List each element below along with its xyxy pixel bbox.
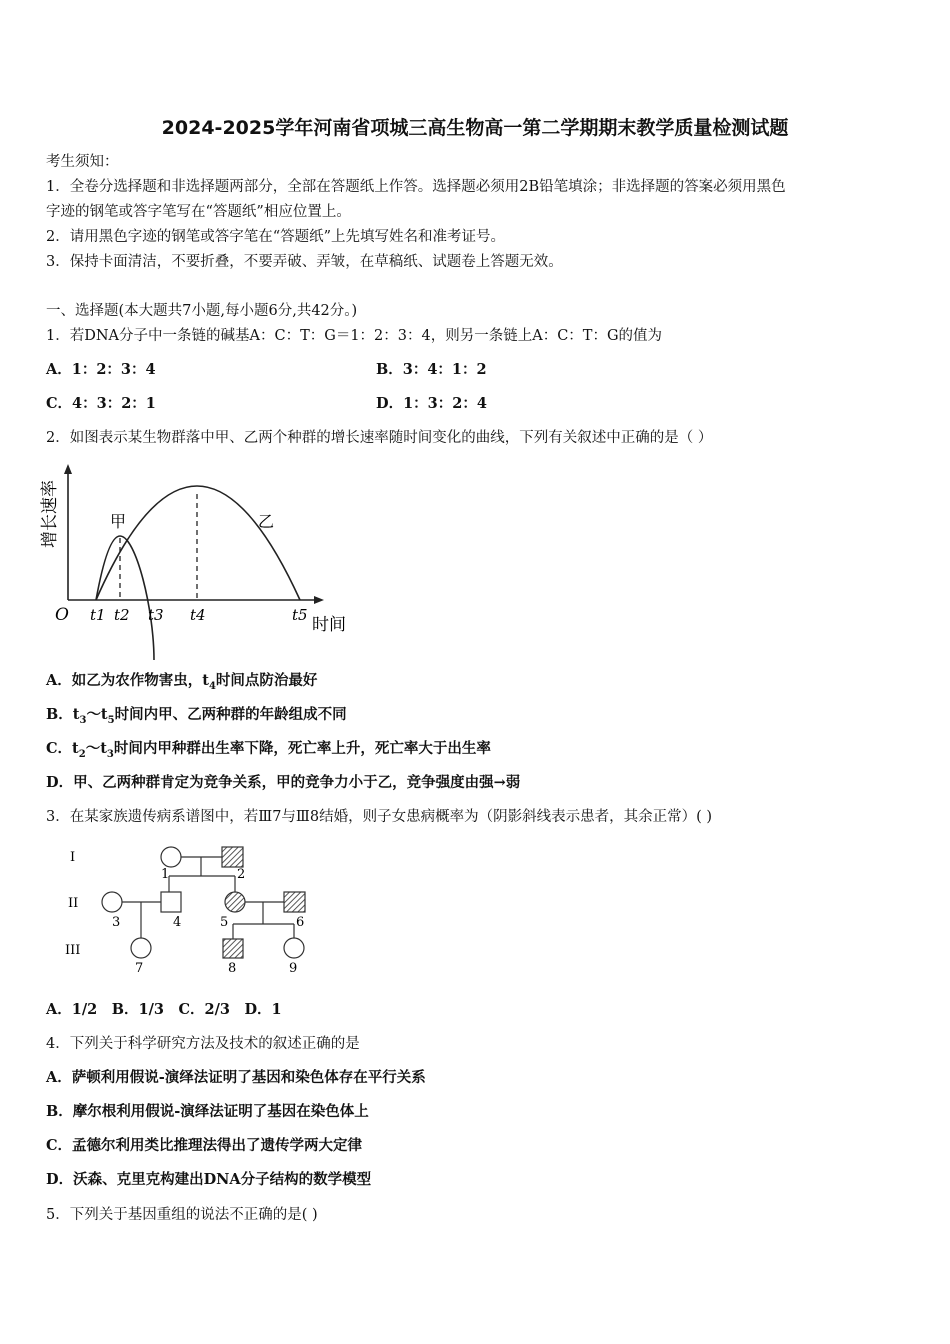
label-5: 5 xyxy=(220,915,229,930)
x-axis-label: 时间 xyxy=(312,615,346,635)
q1-option-b: B．3：4：1：2 xyxy=(376,361,487,378)
y-axis-label: 增长速率 xyxy=(40,480,60,548)
q1-stem: 1．若DNA分子中一条链的碱基A：C：T：G＝1：2：3：4，则另一条链上A：C：T：G的值为 xyxy=(46,328,663,344)
q2-option-d: D．甲、乙两种群肯定为竞争关系，甲的竞争力小于乙，竞争强度由强→弱 xyxy=(46,774,521,791)
x-axis-arrow xyxy=(314,596,324,604)
growth-rate-chart xyxy=(40,460,364,665)
q4-option-d: D．沃森、克里克构建出DNA分子结构的数学模型 xyxy=(46,1171,372,1188)
q2-stem: 2．如图表示某生物群落中甲、乙两个种群的增长速率随时间变化的曲线，下列有关叙述中正确的是（ ） xyxy=(46,430,713,446)
tick-t4: t4 xyxy=(190,606,206,624)
notice-item-2: 2．请用黑色字迹的钢笔或答字笔在“答题纸”上先填写姓名和准考证号。 xyxy=(46,229,506,245)
tick-t1: t1 xyxy=(90,606,106,624)
tick-t5: t5 xyxy=(292,606,308,624)
label-4: 4 xyxy=(173,915,182,930)
generation-2-label: II xyxy=(68,896,79,911)
pedigree-chart xyxy=(60,838,320,978)
y-axis-arrow xyxy=(64,464,72,474)
individual-7-female xyxy=(131,938,151,958)
curve-jia-label: 甲 xyxy=(110,512,127,531)
q5-stem: 5．下列关于基因重组的说法不正确的是( ) xyxy=(46,1207,318,1223)
q1-option-d: D．1：3：2：4 xyxy=(376,395,487,412)
q2-option-b: B．$t_3\sim t_5$时间内甲、乙两种群的年龄组成不同 xyxy=(46,706,347,726)
q4-option-c: C．孟德尔利用类比推理法得出了遗传学两大定律 xyxy=(46,1137,363,1154)
label-7: 7 xyxy=(135,961,144,976)
q4-stem: 4．下列关于科学研究方法及技术的叙述正确的是 xyxy=(46,1036,360,1052)
individual-5-female-affected xyxy=(225,892,245,912)
curve-yi xyxy=(96,486,300,600)
individual-9-female xyxy=(284,938,304,958)
individual-3-female xyxy=(102,892,122,912)
individual-6-male-affected xyxy=(284,892,305,912)
notice-item-3: 3．保持卡面清洁，不要折叠，不要弄破、弄皱，在草稿纸、试题卷上答题无效。 xyxy=(46,254,563,270)
exam-title: 2024-2025学年河南省项城三高生物高一第二学期期末教学质量检测试题 xyxy=(161,117,789,139)
label-8: 8 xyxy=(228,961,237,976)
tick-t2: t2 xyxy=(114,606,130,624)
section-heading: 一、选择题(本大题共7小题,每小题6分,共42分。) xyxy=(46,303,358,319)
label-1: 1 xyxy=(161,867,170,882)
curve-jia xyxy=(96,536,154,660)
origin-label: O xyxy=(55,605,69,625)
label-2: 2 xyxy=(237,867,246,882)
tick-t3: t3 xyxy=(148,606,164,624)
generation-3-label: III xyxy=(65,943,81,958)
q4-option-a: A．萨顿利用假说-演绎法证明了基因和染色体存在平行关系 xyxy=(46,1069,426,1086)
q2-option-a: A．如乙为农作物害虫，$t_4$时间点防治最好 xyxy=(46,672,318,692)
notice-item-1: 1．全卷分选择题和非选择题两部分，全部在答题纸上作答。选择题必须用2B铅笔填涂；非选择题的答案必须用黑色 xyxy=(46,179,786,195)
label-6: 6 xyxy=(296,915,305,930)
q2-option-c: C．$t_2\sim t_3$时间内甲种群出生率下降，死亡率上升，死亡率大于出生率 xyxy=(46,740,491,760)
notice-heading: 考生须知： xyxy=(46,154,119,170)
curve-yi-label: 乙 xyxy=(258,512,275,531)
label-3: 3 xyxy=(112,915,121,930)
individual-8-male-affected xyxy=(223,939,243,958)
label-9: 9 xyxy=(289,961,298,976)
q4-option-b: B．摩尔根利用假说-演绎法证明了基因在染色体上 xyxy=(46,1103,369,1120)
q3-stem: 3．在某家族遗传病系谱图中，若Ⅲ7与Ⅲ8结婚，则子女患病概率为（阴影斜线表示患者，其余正常）( ) xyxy=(46,809,713,825)
individual-4-male xyxy=(161,892,181,912)
individual-1-female xyxy=(161,847,181,867)
q1-option-a: A．1：2：3：4 xyxy=(46,361,156,378)
generation-1-label: I xyxy=(70,850,76,865)
notice-item-1-cont: 字迹的钢笔或答字笔写在“答题纸”相应位置上。 xyxy=(46,204,351,220)
q3-options: A．1/2 B．1/3 C．2/3 D．1 xyxy=(46,1001,282,1018)
individual-2-male-affected xyxy=(222,847,243,867)
q1-option-c: C．4：3：2：1 xyxy=(46,395,156,412)
